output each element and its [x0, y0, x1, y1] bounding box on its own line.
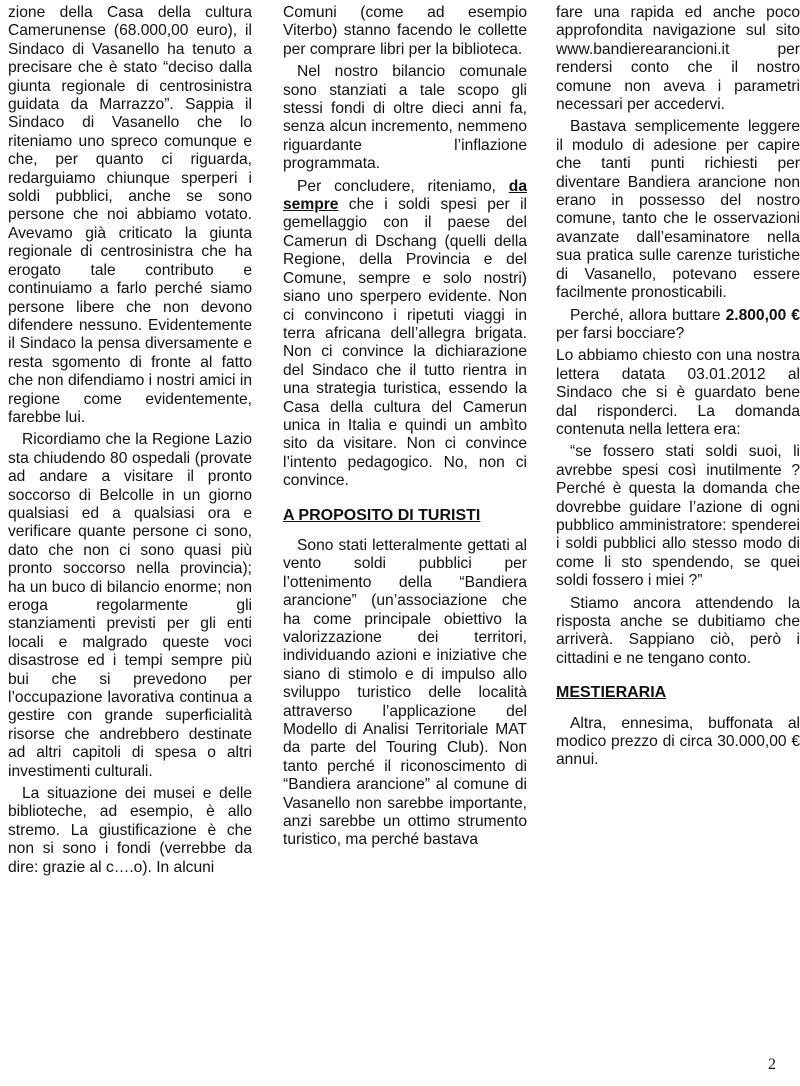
column-3	[556, 4, 800, 774]
paragraph-text: che i soldi spesi per il gemellaggio con il paese del Camerun di Dschang (quelli della Regione, della Provincia e del Comune, sempre e solo nostri) siano uno sperpero evidente. Non ci convincono i ripetuti viaggi in terra africana dell’allegra brigata. Non ci convince la dichiarazione del Sindaco che il tutto rientra in una strategia turistica, essendo la Casa della cultura del Camerun unica in Italia e quindi un ambìto sito da visitare. Non ci convince l’intento pedagogico. No, non ci convince.	[283, 196, 527, 490]
quote-paragraph: “se fossero stati soldi suoi, li avrebbe spesi così inutilmente ? Perché è questa la domanda che dovrebbe guidare l’azione di ogni pubblico amministratore: spenderei i soldi pubblici allo stesso modo di come li sto spendendo, se quei soldi fossero i miei ?”	[556, 443, 800, 590]
paragraph: La situazione dei musei e delle biblioteche, ad esempio, è allo stremo. La giustificazione è che non si sono i fondi (verrebbe da dire: grazie al c….o). In alcuni	[8, 785, 252, 876]
paragraph-text: Perché, allora buttare	[570, 306, 726, 324]
paragraph: Stiamo ancora attendendo la risposta anche se dubitiamo che arriverà. Sappiano ciò, però i cittadini e ne tengano conto.	[556, 594, 800, 667]
paragraph: Lo abbiamo chiesto con una nostra lettera datata 03.01.2012 al Sindaco che si è guardato bene dal risponderci. La domanda contenuta nella lettera era:	[556, 347, 800, 438]
section-heading: A PROPOSITO DI TURISTI	[283, 506, 481, 524]
paragraph: Altra, ennesima, buffonata al modico prezzo di circa 30.000,00 € annui.	[556, 714, 800, 769]
amount-text: 2.800,00 €	[725, 306, 800, 324]
paragraph-text: Per concludere, riteniamo,	[297, 177, 509, 195]
paragraph	[283, 178, 527, 491]
section-heading: MESTIERARIA	[556, 684, 667, 702]
paragraph: zione della Casa della cultura Camerunense (68.000,00 euro), il Sindaco di Vasanello ha tenuto a precisare che è stato “deciso dalla giunta regionale di centrosinistra guidata da Marrazzo”. Sappia il Sindaco di Vasanello che lo riteniamo uno spreco comunque e che, per quanto ci riguarda, redarguiamo chiunque sperperi i soldi pubblici, anche se sono persone che noi abbiamo votato. Avevamo già criticato la giunta regionale di centrosinistra che ha erogato tale contributo e continuiamo a farlo perché siamo persone libere che non devono difendere nessuno. Evidentemente il Sindaco la pensa diversamente e resta sgomento di fronte al fatto che non difendiamo i nostri amici in regione come evidentemente, farebbe lui.	[8, 4, 252, 426]
paragraph: fare una rapida ed anche poco approfondita navigazione sul sito www.bandierearancioni.it per rendersi conto che il nostro comune non aveva i parametri necessari per accedervi.	[556, 4, 800, 114]
paragraph	[556, 307, 800, 344]
page-number: 2	[768, 1056, 776, 1073]
paragraph: Comuni (come ad esempio Viterbo) stanno facendo le collette per comprare libri per la biblioteca.	[283, 4, 527, 58]
column-1	[8, 4, 252, 881]
emphasis-text: da sempre	[283, 177, 527, 214]
paragraph-text: per farsi bocciare?	[556, 324, 685, 342]
paragraph: Nel nostro bilancio comunale sono stanziati a tale scopo gli stessi fondi di oltre dieci anni fa, senza alcun incremento, nemmeno riguardante l’inflazione programmata.	[283, 63, 527, 173]
paragraph: Ricordiamo che la Regione Lazio sta chiudendo 80 ospedali (provate ad andare a visitare il pronto soccorso di Belcolle in un giorno qualsiasi ed a qualsiasi ora e verificare quante persone ci sono, dato che non ci sono quasi più pronto soccorso nella provincia); ha un buco di bilancio enorme; non eroga regolarmente gli stanziamenti previsti per gli enti locali e malgrado queste voci disastrose ed i tempi sempre più bui che si prevedono per l’occupazione lavorativa continua a gestire con grande superficialità risorse che andrebbero destinate ad altri capitoli di spesa o altri investimenti culturali.	[8, 431, 252, 780]
paragraph: Sono stati letteralmente gettati al vento soldi pubblici per l’ottenimento della “Bandiera arancione” (un’associazione che ha come principale obiettivo la valorizzazione dei territori, individuando azioni e iniziative che siano di stimolo e di impulso allo sviluppo turistico delle località attraverso l’applicazione del Modello di Analisi Territoriale MAT da parte del Touring Club). Non tanto perché il riconoscimento di “Bandiera arancione” al comune di Vasanello non sarebbe importante, anzi sarebbe un ottimo strumento turistico, ma perché bastava	[283, 536, 527, 849]
paragraph: Bastava semplicemente leggere il modulo di adesione per capire che tanti punti richiesti per diventare Bandiera arancione non erano in possesso del nostro comune, tanto che le osservazioni avanzate dall’esaminatore nella sua pratica sulle carenze turistiche di Vasanello, potevano essere facilmente pronosticabili.	[556, 118, 800, 302]
column-2	[283, 4, 527, 854]
